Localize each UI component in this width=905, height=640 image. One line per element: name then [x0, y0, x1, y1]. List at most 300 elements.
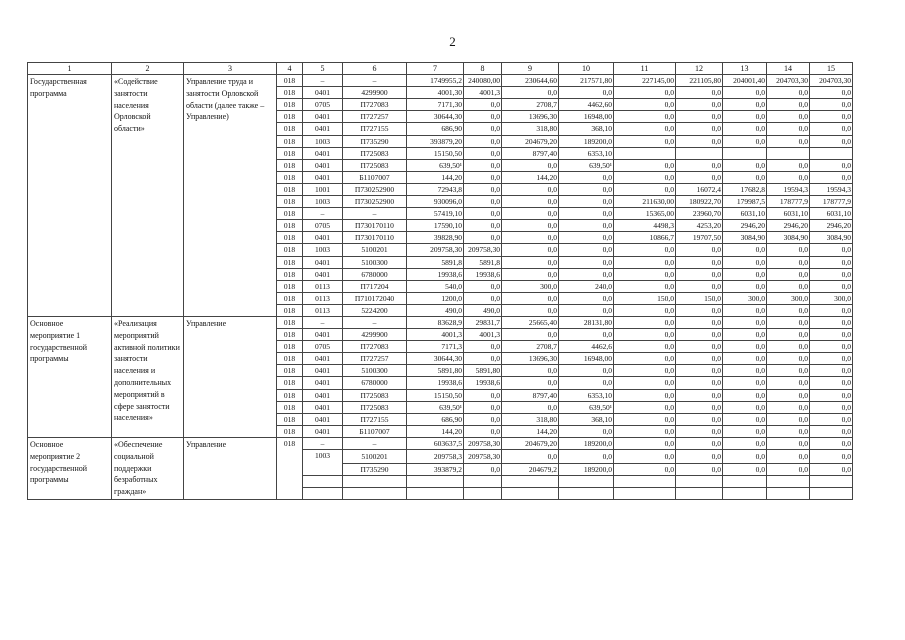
value-cell: П710172040: [343, 292, 407, 304]
value-cell: 0,0: [464, 401, 502, 413]
value-cell: 0,0: [810, 87, 853, 99]
value-cell: 0,0: [767, 353, 810, 365]
value-cell: [559, 475, 614, 487]
value-cell: 0,0: [723, 268, 767, 280]
value-cell: 0,0: [767, 401, 810, 413]
column-number: 4: [277, 63, 303, 75]
value-cell: 0,0: [676, 304, 723, 316]
value-cell: 17590,10: [407, 220, 464, 232]
value-cell: 0,0: [810, 123, 853, 135]
value-cell: 0,0: [676, 353, 723, 365]
value-cell: 0,0: [614, 401, 676, 413]
value-cell: 5100300: [343, 365, 407, 377]
value-cell: 4001,3: [407, 329, 464, 341]
value-cell: 179987,5: [723, 196, 767, 208]
value-cell: 0,0: [614, 463, 676, 475]
value-cell: 018: [277, 353, 303, 365]
value-cell: 204001,40: [723, 75, 767, 87]
value-cell: 0,0: [614, 183, 676, 195]
value-cell: 0,0: [767, 389, 810, 401]
value-cell: 0,0: [614, 304, 676, 316]
value-cell: 5891,8: [464, 256, 502, 268]
value-cell: 018: [277, 123, 303, 135]
value-cell: 0,0: [810, 135, 853, 147]
value-cell: 018: [277, 341, 303, 353]
value-cell: П725083: [343, 401, 407, 413]
program-name-cell: Основное мероприятие 1 государственной программы: [28, 316, 112, 437]
value-cell: 0,0: [614, 256, 676, 268]
value-cell: 240,0: [559, 280, 614, 292]
value-cell: П725083: [343, 147, 407, 159]
value-cell: 72943,8: [407, 183, 464, 195]
value-cell: 0,0: [723, 353, 767, 365]
value-cell: 639,50¹: [559, 401, 614, 413]
value-cell: 0401: [303, 256, 343, 268]
value-cell: 0,0: [614, 341, 676, 353]
value-cell: 16948,00: [559, 111, 614, 123]
value-cell: 0,0: [810, 268, 853, 280]
value-cell: 10866,7: [614, 232, 676, 244]
value-cell: 0,0: [767, 365, 810, 377]
value-cell: 2708,7: [502, 341, 559, 353]
value-cell: 0,0: [464, 353, 502, 365]
value-cell: 0,0: [614, 87, 676, 99]
value-cell: 0,0: [676, 171, 723, 183]
value-cell: 0,0: [810, 401, 853, 413]
value-cell: 0,0: [767, 463, 810, 475]
value-cell: 0,0: [676, 437, 723, 449]
value-cell: 0,0: [767, 437, 810, 449]
value-cell: П735290: [343, 135, 407, 147]
value-cell: П727155: [343, 123, 407, 135]
value-cell: 018: [277, 401, 303, 413]
value-cell: 209758,3: [407, 450, 464, 464]
value-cell: 393879,20: [407, 135, 464, 147]
value-cell: 018: [277, 111, 303, 123]
value-cell: 0,0: [723, 280, 767, 292]
value-cell: 0,0: [559, 329, 614, 341]
value-cell: 0,0: [614, 316, 676, 328]
value-cell: 2708,7: [502, 99, 559, 111]
value-cell: 3084,90: [723, 232, 767, 244]
program-title-cell: «Содействие занятости населения Орловской области»: [112, 75, 184, 317]
value-cell: 0401: [303, 377, 343, 389]
value-cell: 018: [277, 196, 303, 208]
value-cell: 0,0: [810, 99, 853, 111]
value-cell: 0,0: [464, 220, 502, 232]
value-cell: 6353,10: [559, 389, 614, 401]
value-cell: 29831,7: [464, 316, 502, 328]
column-number: 8: [464, 63, 502, 75]
value-cell: 7171,3: [407, 341, 464, 353]
value-cell: 0,0: [464, 135, 502, 147]
value-cell: 0,0: [767, 425, 810, 437]
value-cell: 0,0: [614, 244, 676, 256]
value-cell: 0,0: [614, 135, 676, 147]
value-cell: 2946,20: [810, 220, 853, 232]
value-cell: 0,0: [767, 135, 810, 147]
column-number-row: [28, 63, 853, 75]
value-cell: 0401: [303, 159, 343, 171]
value-cell: 6780000: [343, 377, 407, 389]
value-cell: 19938,6: [464, 268, 502, 280]
value-cell: 368,10: [559, 413, 614, 425]
value-cell: П727257: [343, 353, 407, 365]
value-cell: 0,0: [810, 171, 853, 183]
value-cell: –: [303, 208, 343, 220]
value-cell: 0,0: [614, 413, 676, 425]
column-number: 3: [184, 63, 277, 75]
value-cell: 639,50¹: [559, 159, 614, 171]
value-cell: 0,0: [614, 123, 676, 135]
column-number: 9: [502, 63, 559, 75]
value-cell: 0,0: [676, 365, 723, 377]
value-cell: 0,0: [559, 171, 614, 183]
value-cell: 0,0: [723, 365, 767, 377]
value-cell: 39828,90: [407, 232, 464, 244]
value-cell: 180922,70: [676, 196, 723, 208]
value-cell: 0401: [303, 353, 343, 365]
value-cell: 0,0: [767, 99, 810, 111]
value-cell: 0,0: [614, 425, 676, 437]
value-cell: 0,0: [559, 268, 614, 280]
value-cell: 0113: [303, 280, 343, 292]
value-cell: 4299900: [343, 329, 407, 341]
value-cell: 0,0: [559, 244, 614, 256]
table-row: [28, 437, 853, 449]
value-cell: 5224200: [343, 304, 407, 316]
value-cell: 209758,30: [464, 450, 502, 464]
value-cell: 639,50¹: [407, 159, 464, 171]
value-cell: 0,0: [676, 401, 723, 413]
value-cell: 930096,0: [407, 196, 464, 208]
value-cell: 018: [277, 280, 303, 292]
value-cell: 0,0: [559, 220, 614, 232]
executor-cell: Управление: [184, 316, 277, 437]
value-cell: 0,0: [464, 196, 502, 208]
value-cell: 490,0: [407, 304, 464, 316]
value-cell: 0,0: [810, 437, 853, 449]
value-cell: 0,0: [767, 377, 810, 389]
value-cell: 0,0: [723, 111, 767, 123]
value-cell: 0,0: [723, 135, 767, 147]
value-cell: П725083: [343, 159, 407, 171]
value-cell: 018: [277, 292, 303, 304]
value-cell: 7171,30: [407, 99, 464, 111]
budget-table: [27, 62, 853, 500]
value-cell: 0,0: [464, 99, 502, 111]
value-cell: 0,0: [502, 292, 559, 304]
value-cell: 19938,6: [407, 268, 464, 280]
value-cell: 0401: [303, 147, 343, 159]
value-cell: 150,0: [676, 292, 723, 304]
value-cell: 0,0: [810, 389, 853, 401]
value-cell: [723, 147, 767, 159]
value-cell: 8797,40: [502, 147, 559, 159]
program-title-cell: «Реализация мероприятий активной политики занятости населения и дополнительных мероприятий в сфере занятости населения»: [112, 316, 184, 437]
value-cell: 0,0: [502, 365, 559, 377]
value-cell: П717204: [343, 280, 407, 292]
value-cell: 0,0: [767, 450, 810, 464]
value-cell: П727083: [343, 99, 407, 111]
value-cell: 15150,50: [407, 389, 464, 401]
value-cell: 0,0: [767, 111, 810, 123]
value-cell: 0,0: [810, 365, 853, 377]
value-cell: 018: [277, 171, 303, 183]
value-cell: 300,0: [767, 292, 810, 304]
value-cell: –: [303, 437, 343, 449]
executor-cell: Управление труда и занятости Орловской области (далее также – Управление): [184, 75, 277, 317]
value-cell: 0,0: [810, 341, 853, 353]
value-cell: 0,0: [810, 280, 853, 292]
value-cell: [767, 475, 810, 487]
value-cell: 0,0: [676, 159, 723, 171]
value-cell: 018: [277, 304, 303, 316]
value-cell: 0,0: [723, 450, 767, 464]
value-cell: 0,0: [559, 292, 614, 304]
value-cell: [810, 147, 853, 159]
value-cell: П730170110: [343, 220, 407, 232]
value-cell: –: [303, 75, 343, 87]
value-cell: 0,0: [676, 329, 723, 341]
value-cell: 19594,3: [810, 183, 853, 195]
value-cell: 686,90: [407, 413, 464, 425]
value-cell: [303, 475, 343, 487]
value-cell: 0,0: [767, 304, 810, 316]
value-cell: 0,0: [464, 389, 502, 401]
value-cell: 0,0: [464, 341, 502, 353]
value-cell: 209758,30: [407, 244, 464, 256]
value-cell: 4001,30: [407, 87, 464, 99]
value-cell: 0,0: [810, 244, 853, 256]
value-cell: 23960,70: [676, 208, 723, 220]
value-cell: 0,0: [464, 292, 502, 304]
value-cell: 639,50¹: [407, 401, 464, 413]
program-name-cell: Основное мероприятие 2 государственной программы: [28, 437, 112, 499]
value-cell: 0,0: [767, 316, 810, 328]
value-cell: 28131,80: [559, 316, 614, 328]
value-cell: 144,20: [407, 425, 464, 437]
value-cell: 018: [277, 147, 303, 159]
value-cell: 0,0: [614, 389, 676, 401]
value-cell: 0401: [303, 232, 343, 244]
value-cell: 0,0: [559, 87, 614, 99]
value-cell: 0,0: [810, 463, 853, 475]
value-cell: 0,0: [559, 450, 614, 464]
value-cell: 230644,60: [502, 75, 559, 87]
value-cell: 0113: [303, 304, 343, 316]
value-cell: 0,0: [676, 463, 723, 475]
value-cell: 0,0: [767, 159, 810, 171]
program-title-cell: «Обеспечение социальной поддержки безработных граждан»: [112, 437, 184, 499]
value-cell: 6353,10: [559, 147, 614, 159]
value-cell: 0,0: [614, 159, 676, 171]
value-cell: 0,0: [810, 256, 853, 268]
value-cell: 018: [277, 389, 303, 401]
value-cell: 0,0: [502, 232, 559, 244]
value-cell: 13696,30: [502, 353, 559, 365]
value-cell: 0,0: [502, 377, 559, 389]
value-cell: 0,0: [502, 450, 559, 464]
value-cell: 0,0: [810, 111, 853, 123]
value-cell: 0,0: [676, 425, 723, 437]
value-cell: 0401: [303, 401, 343, 413]
column-number: 7: [407, 63, 464, 75]
value-cell: 300,0: [723, 292, 767, 304]
value-cell: П727155: [343, 413, 407, 425]
column-number: 11: [614, 63, 676, 75]
value-cell: 4001,3: [464, 329, 502, 341]
value-cell: 0,0: [723, 99, 767, 111]
value-cell: 0,0: [810, 304, 853, 316]
value-cell: 5891,8: [407, 256, 464, 268]
value-cell: 0,0: [614, 111, 676, 123]
value-cell: 0,0: [810, 377, 853, 389]
value-cell: 0401: [303, 123, 343, 135]
value-cell: 13696,30: [502, 111, 559, 123]
value-cell: 0,0: [810, 425, 853, 437]
value-cell: 4498,3: [614, 220, 676, 232]
value-cell: 0,0: [723, 389, 767, 401]
value-cell: 30644,30: [407, 353, 464, 365]
value-cell: [767, 487, 810, 499]
value-cell: 189200,0: [559, 135, 614, 147]
value-cell: [502, 475, 559, 487]
value-cell: 204679,2: [502, 463, 559, 475]
value-cell: 0,0: [559, 196, 614, 208]
value-cell: 1001: [303, 183, 343, 195]
value-cell: 0,0: [723, 171, 767, 183]
value-cell: 0,0: [723, 425, 767, 437]
value-cell: 0,0: [676, 413, 723, 425]
value-cell: 018: [277, 75, 303, 87]
value-cell: 0,0: [767, 171, 810, 183]
value-cell: 0,0: [676, 268, 723, 280]
value-cell: 0401: [303, 87, 343, 99]
value-cell: 0,0: [614, 365, 676, 377]
value-cell: 368,10: [559, 123, 614, 135]
value-cell: 4001,3: [464, 87, 502, 99]
value-cell: 0,0: [614, 353, 676, 365]
value-cell: 3084,90: [767, 232, 810, 244]
value-cell: [343, 487, 407, 499]
value-cell: 0705: [303, 99, 343, 111]
value-cell: 0,0: [676, 450, 723, 464]
value-cell: 018: [277, 329, 303, 341]
program-name-cell: Государственная программа: [28, 75, 112, 317]
value-cell: П730252900: [343, 183, 407, 195]
value-cell: 0,0: [723, 256, 767, 268]
value-cell: 018: [277, 135, 303, 147]
value-cell: 0,0: [767, 268, 810, 280]
value-cell: 204703,30: [767, 75, 810, 87]
value-cell: 1003: [303, 244, 343, 256]
value-cell: 018: [277, 159, 303, 171]
value-cell: 83628,9: [407, 316, 464, 328]
value-cell: 0,0: [464, 123, 502, 135]
column-number: 10: [559, 63, 614, 75]
value-cell: 204679,20: [502, 437, 559, 449]
value-cell: 0,0: [464, 425, 502, 437]
value-cell: 0,0: [810, 353, 853, 365]
value-cell: 686,90: [407, 123, 464, 135]
column-number: 1: [28, 63, 112, 75]
executor-cell: Управление: [184, 437, 277, 499]
value-cell: 018: [277, 244, 303, 256]
value-cell: 178777,9: [810, 196, 853, 208]
value-cell: 603637,5: [407, 437, 464, 449]
value-cell: 0,0: [502, 244, 559, 256]
value-cell: 0,0: [676, 389, 723, 401]
value-cell: 178777,9: [767, 196, 810, 208]
value-cell: 0705: [303, 341, 343, 353]
value-cell: 2946,20: [767, 220, 810, 232]
table-row: [28, 316, 853, 328]
value-cell: 0,0: [464, 111, 502, 123]
value-cell: 221105,80: [676, 75, 723, 87]
value-cell: 5891,80: [407, 365, 464, 377]
value-cell: 30644,30: [407, 111, 464, 123]
column-number: 13: [723, 63, 767, 75]
value-cell: 018: [277, 437, 303, 499]
value-cell: 490,0: [464, 304, 502, 316]
value-cell: –: [343, 208, 407, 220]
value-cell: 0,0: [767, 256, 810, 268]
value-cell: [676, 475, 723, 487]
value-cell: 15365,00: [614, 208, 676, 220]
value-cell: 189200,0: [559, 437, 614, 449]
value-cell: 0,0: [767, 244, 810, 256]
value-cell: 0,0: [810, 316, 853, 328]
value-cell: 018: [277, 99, 303, 111]
value-cell: 0,0: [464, 183, 502, 195]
value-cell: 0,0: [559, 377, 614, 389]
value-cell: 0,0: [676, 341, 723, 353]
value-cell: –: [343, 316, 407, 328]
value-cell: 0,0: [723, 401, 767, 413]
value-cell: 0,0: [810, 329, 853, 341]
value-cell: 6031,10: [810, 208, 853, 220]
value-cell: 0,0: [614, 329, 676, 341]
value-cell: 19938,6: [407, 377, 464, 389]
value-cell: 0,0: [502, 208, 559, 220]
value-cell: 018: [277, 87, 303, 99]
column-number: 14: [767, 63, 810, 75]
value-cell: 0,0: [676, 87, 723, 99]
value-cell: 018: [277, 365, 303, 377]
value-cell: 5100201: [343, 244, 407, 256]
value-cell: 6031,10: [767, 208, 810, 220]
column-number: 12: [676, 63, 723, 75]
value-cell: 25665,40: [502, 316, 559, 328]
value-cell: [723, 487, 767, 499]
value-cell: 204703,30: [810, 75, 853, 87]
value-cell: 16948,00: [559, 353, 614, 365]
value-cell: –: [303, 316, 343, 328]
value-cell: 0,0: [614, 280, 676, 292]
value-cell: 204679,20: [502, 135, 559, 147]
column-number: 6: [343, 63, 407, 75]
value-cell: 19938,6: [464, 377, 502, 389]
value-cell: 0,0: [559, 232, 614, 244]
value-cell: [676, 487, 723, 499]
value-cell: 0,0: [723, 329, 767, 341]
value-cell: 8797,40: [502, 389, 559, 401]
value-cell: 0,0: [723, 87, 767, 99]
value-cell: 018: [277, 268, 303, 280]
value-cell: 0,0: [559, 208, 614, 220]
value-cell: 0,0: [502, 256, 559, 268]
